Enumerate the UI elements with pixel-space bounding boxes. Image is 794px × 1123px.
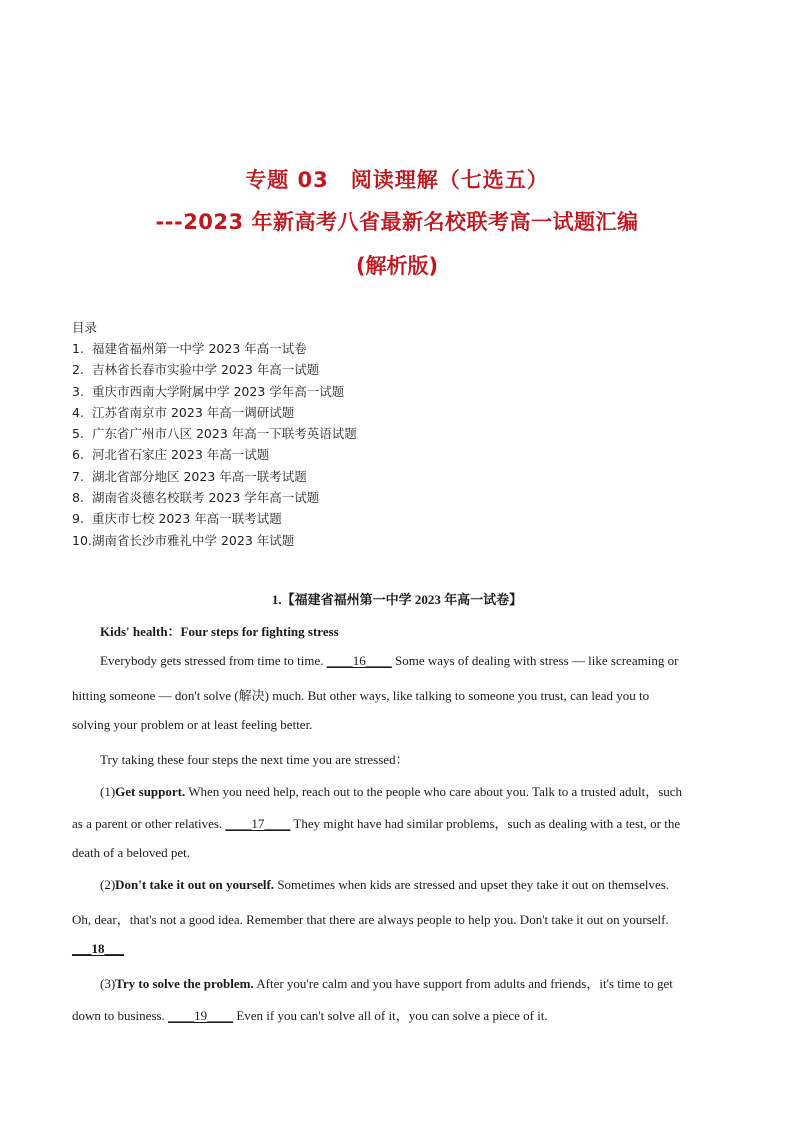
paragraph-text: Even if you can't solve all of it，you can solve a piece of it. (233, 1008, 548, 1023)
step-3-line-1 (72, 973, 673, 992)
step-1-line-3: death of a beloved pet. (72, 845, 191, 860)
step-heading: Don't take it out on yourself. (115, 877, 275, 892)
toc-item-number: 10. (72, 532, 92, 548)
toc-item[interactable] (72, 466, 357, 487)
blank-16[interactable]: ____16____ (326, 653, 392, 668)
toc-item[interactable] (72, 444, 357, 465)
step-heading: Try to solve the problem. (115, 976, 254, 991)
toc-item-link[interactable]: 重庆市七校 2023 年高一联考试题 (92, 511, 282, 527)
toc-list (72, 338, 357, 551)
toc-item-link[interactable]: 江苏省南京市 2023 年高一调研试题 (92, 404, 295, 420)
toc-item[interactable] (72, 508, 357, 529)
step-2-line-2: Oh, dear，that's not a good idea. Remember that there are always people to help you. Don't take it out on yourself. (72, 912, 669, 927)
paragraph-text: as a parent or other relatives. (72, 816, 226, 831)
toc-item[interactable] (72, 402, 357, 423)
blank-18[interactable]: ___18___ (72, 941, 124, 956)
toc-item[interactable] (72, 530, 357, 551)
paragraph-1-line-3: solving your problem or at least feeling better. (72, 717, 313, 732)
title-line-1: 专题 03 阅读理解（七选五） (245, 168, 549, 192)
step-number: (2) (100, 877, 116, 892)
paragraph-1-line-1 (72, 653, 678, 669)
toc-item-link[interactable]: 河北省石家庄 2023 年高一试题 (92, 447, 270, 463)
paragraph-text: Everybody gets stressed from time to time. (100, 653, 324, 668)
title-line-2: ---2023 年新高考八省最新名校联考高一试题汇编 (155, 210, 639, 234)
toc-heading: 目录 (72, 320, 98, 335)
toc-item-number: 7. (72, 468, 84, 484)
toc-item-number: 6. (72, 447, 84, 463)
blank-19[interactable]: ____19____ (168, 1008, 234, 1023)
toc-item-link[interactable]: 吉林省长春市实验中学 2023 年高一试题 (92, 362, 320, 378)
step-1-line-1 (72, 781, 682, 800)
toc-item-link[interactable]: 湖北省部分地区 2023 年高一联考试题 (92, 468, 307, 484)
toc-item-number: 5. (72, 426, 84, 442)
toc-item-link[interactable]: 重庆市西南大学附属中学 2023 学年高一试题 (92, 383, 345, 399)
step-2-line-3 (72, 941, 124, 957)
paragraph-text: down to business. (72, 1008, 169, 1023)
title-line-3: (解析版) (355, 254, 439, 278)
toc-item[interactable] (72, 338, 357, 359)
paragraph-text: After you're calm and you have support from adults and friends，it's time to get (253, 976, 673, 991)
toc-item-link[interactable]: 广东省广州市八区 2023 年高一下联考英语试题 (92, 426, 357, 442)
toc-item-link[interactable]: 湖南省炎德名校联考 2023 学年高一试题 (92, 490, 320, 506)
toc-item[interactable] (72, 423, 357, 444)
step-number: (1) (100, 784, 116, 799)
section-title: 1.【福建省福州第一中学 2023 年高一试卷】 (271, 592, 523, 607)
toc-item-number: 9. (72, 511, 84, 527)
passage-title: Kids' health：Four steps for fighting stress (100, 624, 339, 639)
step-3-line-2 (72, 1005, 548, 1024)
paragraph-text: They might have had similar problems，such as dealing with a test, or the (290, 816, 681, 831)
step-2-line-1 (72, 877, 669, 893)
toc-item-number: 2. (72, 362, 84, 378)
paragraph-text: Sometimes when kids are stressed and upset they take it out on themselves. (274, 877, 670, 892)
toc-item[interactable] (72, 487, 357, 508)
paragraph-text: Some ways of dealing with stress — like screaming or (391, 653, 679, 668)
step-1-line-2 (72, 813, 680, 832)
step-number: (3) (100, 976, 116, 991)
step-heading: Get support. (115, 784, 186, 799)
table-of-contents (72, 317, 357, 551)
toc-item[interactable] (72, 359, 357, 380)
paragraph-2: Try taking these four steps the next time you are stressed： (100, 752, 409, 767)
toc-item-number: 3. (72, 383, 84, 399)
paragraph-1-line-2: hitting someone — don't solve (解决) much. But other ways, like talking to someone you trust, can lead you to (72, 688, 650, 703)
toc-item-number: 4. (72, 404, 84, 420)
toc-item[interactable] (72, 381, 357, 402)
blank-17[interactable]: ____17____ (225, 816, 291, 831)
paragraph-text: When you need help, reach out to the people who care about you. Talk to a trusted adult，such (185, 784, 683, 799)
toc-item-link[interactable]: 福建省福州第一中学 2023 年高一试卷 (92, 341, 307, 356)
toc-item-number: 8. (72, 490, 84, 506)
toc-item-link[interactable]: 湖南省长沙市雅礼中学 2023 年试题 (92, 532, 295, 548)
toc-item-number: 1. (72, 341, 84, 356)
